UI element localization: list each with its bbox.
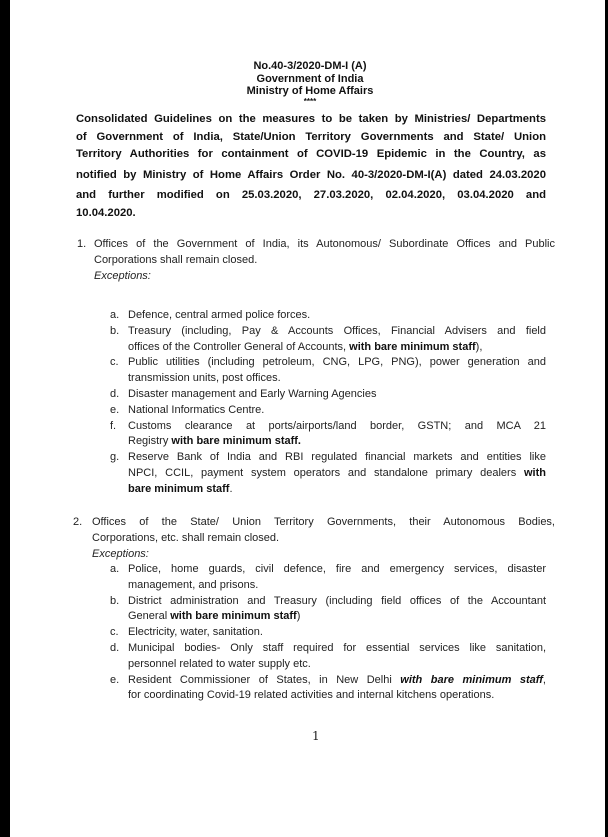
text-run: ) [296,610,301,623]
ministry-name: Ministry of Home Affairs [246,85,374,97]
exceptions-label: Exceptions: [92,547,149,560]
item-line [128,324,546,340]
item-letter: c. [110,356,119,369]
section-line: Offices of the Government of India, its Autonomous/ Subordinate Offices and Public [94,238,555,250]
text-run: Electricity, water, sanitation. [128,626,263,639]
text-run: Police, home guards, civil defence, fire and emergency services, disaster [128,563,546,575]
item-letter: b. [110,594,120,607]
text-run: Disaster management and Early Warning Agencies [128,388,377,400]
item-text [128,355,546,387]
emphasis-text: bare minimum staff [128,482,230,495]
subject-line: notified by Ministry of Home Affairs Order No. 40-3/2020-DM-I(A) dated 24.03.2020 [76,168,546,181]
text-run: NPCI, CCIL, payment system operators and standalone primary dealers [128,466,524,479]
text-run: , [542,673,546,686]
item-letter: d. [110,388,120,400]
section-line: Corporations, etc. shall remain closed. [92,531,280,544]
item-text [128,625,546,641]
text-run: National Informatics Centre. [128,403,265,416]
item-line [128,657,546,673]
section-line: Offices of the State/ Union Territory Governments, their Autonomous Bodies, [92,516,555,528]
header-separator: **** [303,96,317,106]
item-line [128,308,546,324]
section-text [94,237,555,284]
item-text [128,594,546,626]
item-line [128,403,546,419]
item-line [128,641,546,657]
item-line [128,355,546,371]
item-line [128,419,546,435]
text-run: Municipal bodies- Only staff required for essential services like sanitation, [128,642,546,654]
text-run: transmission units, post offices. [128,372,281,385]
document-subject [76,111,546,222]
item-line [128,673,546,689]
exceptions-label: Exceptions: [94,269,151,282]
item-line [128,371,546,387]
text-run: Customs clearance at ports/airports/land border, GSTN; and MCA 21 [128,419,546,432]
text-run: Reserve Bank of India and RBI regulated financial markets and entities like [128,451,546,464]
document-page [10,0,605,837]
item-line [128,482,546,498]
emphasis-text: with bare minimum staff. [171,435,301,448]
item-line [128,466,546,482]
emphasis-text: with [524,466,546,479]
item-text [128,641,546,673]
emphasis-text: with bare minimum staff [170,610,297,623]
section-line: Corporations shall remain closed. [94,253,258,266]
item-letter: a. [110,309,120,321]
emphasis-text: with bare minimum staff [400,673,543,686]
item-text [128,562,546,594]
item-letter: e. [110,673,120,686]
text-run: offices of the Controller General of Accounts, [128,340,350,353]
item-text [128,673,546,705]
item-text [128,403,546,419]
item-text [128,450,546,497]
section-number: 1. [77,238,87,250]
item-line [128,578,546,594]
section-number: 2. [73,516,83,528]
item-letter: c. [110,626,119,639]
item-line [128,562,546,578]
text-run: . [229,482,233,495]
text-run: General [128,610,171,623]
emphasis-text: with bare minimum staff [349,340,476,353]
text-run: Defence, central armed police forces. [128,309,311,321]
item-letter: d. [110,642,120,654]
page-number: 1 [312,729,320,743]
item-line [128,625,546,641]
text-run: management, and prisons. [128,578,259,591]
subject-line: 10.04.2020. [76,206,136,219]
text-run: Public utilities (including petroleum, CNG, LPG, PNG), power generation and [128,356,546,369]
text-run: Resident Commissioner of States, in New Delhi [128,673,401,686]
item-text [128,308,546,324]
item-line [128,387,546,403]
item-text [128,387,546,403]
item-letter: f. [110,419,117,432]
item-letter: e. [110,403,120,416]
scan-border-left [0,0,10,837]
subject-line: and further modified on 25.03.2020, 27.03.2020, 02.04.2020, 03.04.2020 and [76,189,546,201]
order-number: No.40-3/2020-DM-I (A) [253,60,367,72]
government-name: Government of India [256,72,364,85]
subject-line: Consolidated Guidelines on the measures to be taken by Ministries/ Departments [76,113,546,125]
item-letter: b. [110,324,120,337]
item-line [128,609,546,625]
item-text [128,324,546,356]
item-letter: g. [110,451,120,464]
subject-line: of Government of India, State/Union Territory Governments and State/ Union [76,130,546,143]
item-text [128,419,546,451]
text-run: ), [475,340,483,353]
item-letter: a. [110,563,120,575]
item-line [128,340,546,356]
item-line [128,434,546,450]
subject-line: Territory Authorities for containment of COVID-19 Epidemic in the Country, as [76,148,546,160]
item-line [128,688,546,704]
item-line [128,594,546,610]
text-run: personnel related to water supply etc. [128,657,311,670]
text-run: Treasury (including, Pay & Accounts Offices, Financial Advisers and field [128,324,546,337]
item-line [128,450,546,466]
text-run: District administration and Treasury (including field offices of the Accountant [128,594,546,607]
text-run: for coordinating Covid-19 related activities and internal kitchens operations. [128,689,495,702]
section-text [92,515,555,562]
document-header [0,60,608,106]
text-run: Registry [128,435,172,448]
